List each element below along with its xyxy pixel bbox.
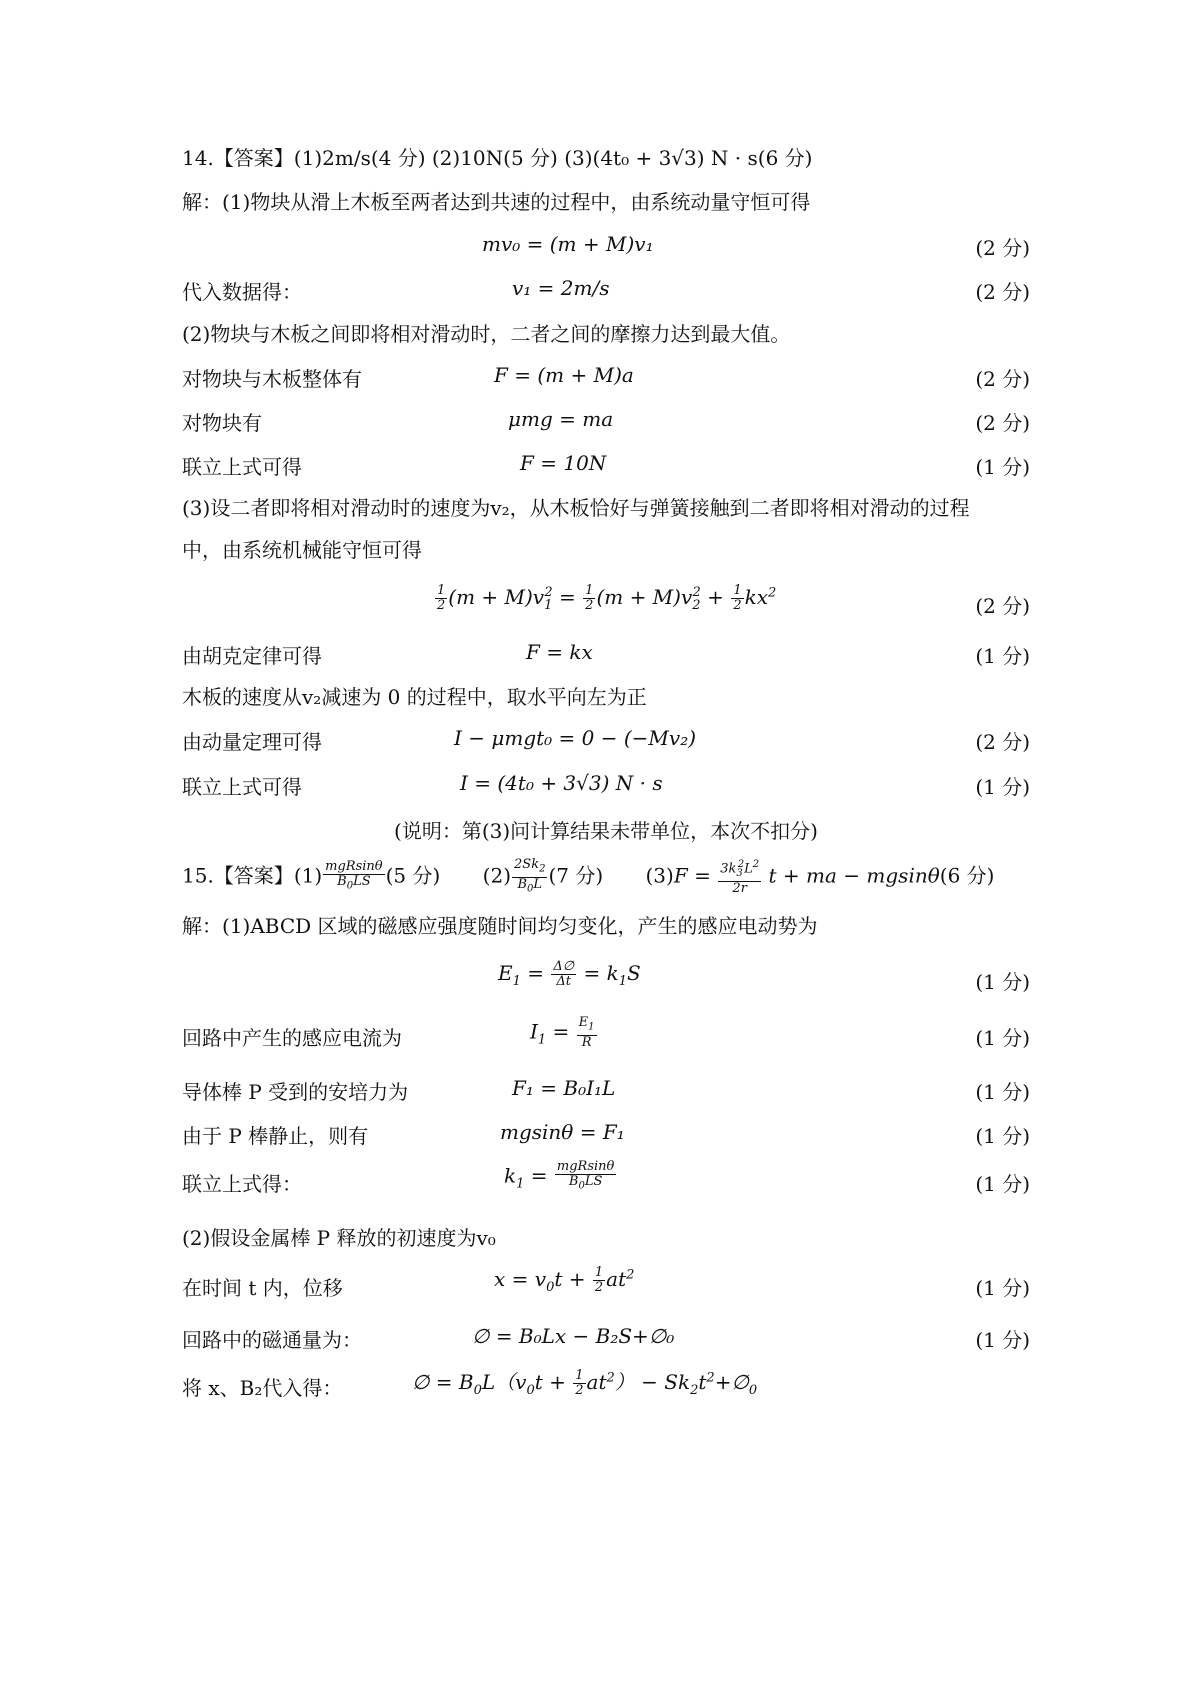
q15-eq5-score: (1 分)	[975, 1172, 1030, 1196]
q14-answer-header: 14.【答案】(1)2m/s(4 分) (2)10N(5 分) (3)(4t₀ + 3√3) N · s(6 分)	[182, 146, 813, 170]
q15-eq5: $k_1$ = $\frac{\text{mgRsinθ}}{B_0LS}$	[504, 1159, 615, 1192]
q14-note: (说明：第(3)问计算结果未带单位，本次不扣分)	[394, 819, 818, 843]
q14-eq7: F = kx	[526, 640, 593, 664]
q15-eq6-score: (1 分)	[975, 1276, 1030, 1300]
q15-static-label: 由于 P 棒静止，则有	[182, 1124, 369, 1148]
q14-eq3-row	[182, 357, 1030, 397]
q15-current-label: 回路中产生的感应电流为	[182, 1026, 402, 1050]
q15-time-label: 在时间 t 内，位移	[182, 1276, 343, 1300]
q15-eq2-row	[182, 1014, 1030, 1058]
q14-block-label: 对物块有	[182, 411, 262, 435]
q14-eq9-score: (1 分)	[975, 775, 1030, 799]
q15-eq6: $x = v_0t$ + $\frac{1}{2}$ $at^2$	[494, 1265, 635, 1295]
q15-sub-label: 将 x、B₂代入得：	[182, 1376, 343, 1400]
q14-eq5-score: (1 分)	[975, 455, 1030, 479]
q15-combine-label: 联立上式得：	[182, 1172, 302, 1196]
q15-header-prefix: 15.【答案】	[182, 863, 294, 888]
q14-eq2-row	[182, 270, 1030, 310]
q15-eq3-row	[182, 1070, 1030, 1110]
q14-combine2-label: 联立上式可得	[182, 775, 302, 799]
q15-eq7-score: (1 分)	[975, 1328, 1030, 1352]
q14-eq3-score: (2 分)	[975, 367, 1030, 391]
q15-eq8: ∅ = $B_0L(v_0t$ + $\frac{1}{2}$ $at^2$） − $Sk_2t^2+\emptyset_0$	[412, 1368, 758, 1398]
q14-eq5-row	[182, 445, 1030, 485]
q15-a2-score: (7 分)	[548, 863, 604, 888]
q14-decel-line: 木板的速度从v₂减速为 0 的过程中，取水平向左为正	[182, 685, 647, 709]
q14-eq9-row	[182, 765, 1030, 805]
q15-eq6-row	[182, 1264, 1030, 1308]
q15-force-label: 导体棒 P 受到的安培力为	[182, 1080, 409, 1104]
q15-eq8-row	[182, 1364, 1030, 1408]
q15-eq3: F₁ = B₀I₁L	[512, 1076, 616, 1100]
q14-eq1-row	[182, 226, 1030, 266]
q15-eq2: $I_1$ = $\frac{E_1}{R}$	[530, 1015, 595, 1050]
q14-eq9: I = (4t₀ + 3√3) N · s	[460, 771, 663, 795]
q14-whole-label: 对物块与木板整体有	[182, 367, 362, 391]
q14-eq2-score: (2 分)	[975, 280, 1030, 304]
q14-eq4-row	[182, 401, 1030, 441]
q14-eq8: I − μmgt₀ = 0 − (−Mv₂)	[454, 726, 697, 750]
q15-eq4-row	[182, 1114, 1030, 1154]
q14-eq1: mv₀ = (m + M)v₁	[482, 232, 654, 256]
q15-solution-intro: 解：(1)ABCD 区域的磁感应强度随时间均匀变化，产生的感应电动势为	[182, 914, 818, 938]
q14-eq1-score: (2 分)	[975, 236, 1030, 260]
q15-eq5-row	[182, 1158, 1030, 1204]
q15-eq2-score: (1 分)	[975, 1026, 1030, 1050]
q15-eq4-score: (1 分)	[975, 1124, 1030, 1148]
q14-hooke-label: 由胡克定律可得	[182, 644, 322, 668]
q14-eq2: v₁ = 2m/s	[512, 276, 610, 300]
q14-momentum-label: 由动量定理可得	[182, 730, 322, 754]
q14-eq7-score: (1 分)	[975, 644, 1030, 668]
q14-combine-label: 联立上式可得	[182, 455, 302, 479]
q15-flux-label: 回路中的磁通量为：	[182, 1328, 362, 1352]
q14-part3-line1: (3)设二者即将相对滑动时的速度为v₂，从木板恰好与弹簧接触到二者即将相对滑动的过程	[182, 496, 970, 520]
q14-eq8-score: (2 分)	[975, 730, 1030, 754]
q15-eq3-score: (1 分)	[975, 1080, 1030, 1104]
q15-eq7: ∅ = B₀Lx − B₂S+∅₀	[472, 1324, 675, 1348]
q15-eq7-row	[182, 1318, 1030, 1358]
q14-sub-label: 代入数据得：	[182, 280, 302, 304]
q15-eq1: $E_1$ = $\frac{\Delta\emptyset}{\Delta t}$ = $k_1S$	[498, 959, 641, 989]
q15-eq1-score: (1 分)	[975, 970, 1030, 994]
q14-eq4: μmg = ma	[508, 407, 614, 431]
q14-eq3: F = (m + M)a	[494, 363, 634, 387]
q14-part3-line2: 中，由系统机械能守恒可得	[182, 538, 422, 562]
q15-a3-score: (6 分)	[939, 863, 995, 888]
q14-solution-intro: 解：(1)物块从滑上木板至两者达到共速的过程中，由系统动量守恒可得	[182, 190, 811, 214]
q15-eq1-row	[182, 958, 1030, 1002]
q14-eq6-row	[182, 580, 1030, 628]
q15-a1-score: (5 分)	[385, 863, 441, 888]
q14-eq5: F = 10N	[520, 451, 607, 475]
q14-eq6-score: (2 分)	[975, 594, 1030, 618]
q14-eq6: $\frac{1}{2}$ $(m + M)v_1^2$ = $\frac{1}{2}$ $(m + M)v_2^2$ + $\frac{1}{2}$ $kx^2$	[437, 583, 777, 613]
q14-part2-intro: (2)物块与木板之间即将相对滑动时，二者之间的摩擦力达到最大值。	[182, 322, 791, 346]
q15-answer-header: 15.【答案】(1) $\frac{\text{mgRsinθ}}{B_0LS}$ (5 分) (2) $\frac{2Sk_2}{B_0L}$ (7 分) (3)F = $\frac{3k_3^2L^2}{2r}$ t + ma − mgsinθ(6 分)	[182, 857, 995, 897]
q14-eq4-score: (2 分)	[975, 411, 1030, 435]
q14-eq8-row	[182, 720, 1030, 760]
q14-eq7-row	[182, 634, 1030, 674]
q15-eq4: mgsinθ = F₁	[500, 1120, 625, 1144]
q15-part2-intro: (2)假设金属棒 P 释放的初速度为v₀	[182, 1226, 496, 1250]
